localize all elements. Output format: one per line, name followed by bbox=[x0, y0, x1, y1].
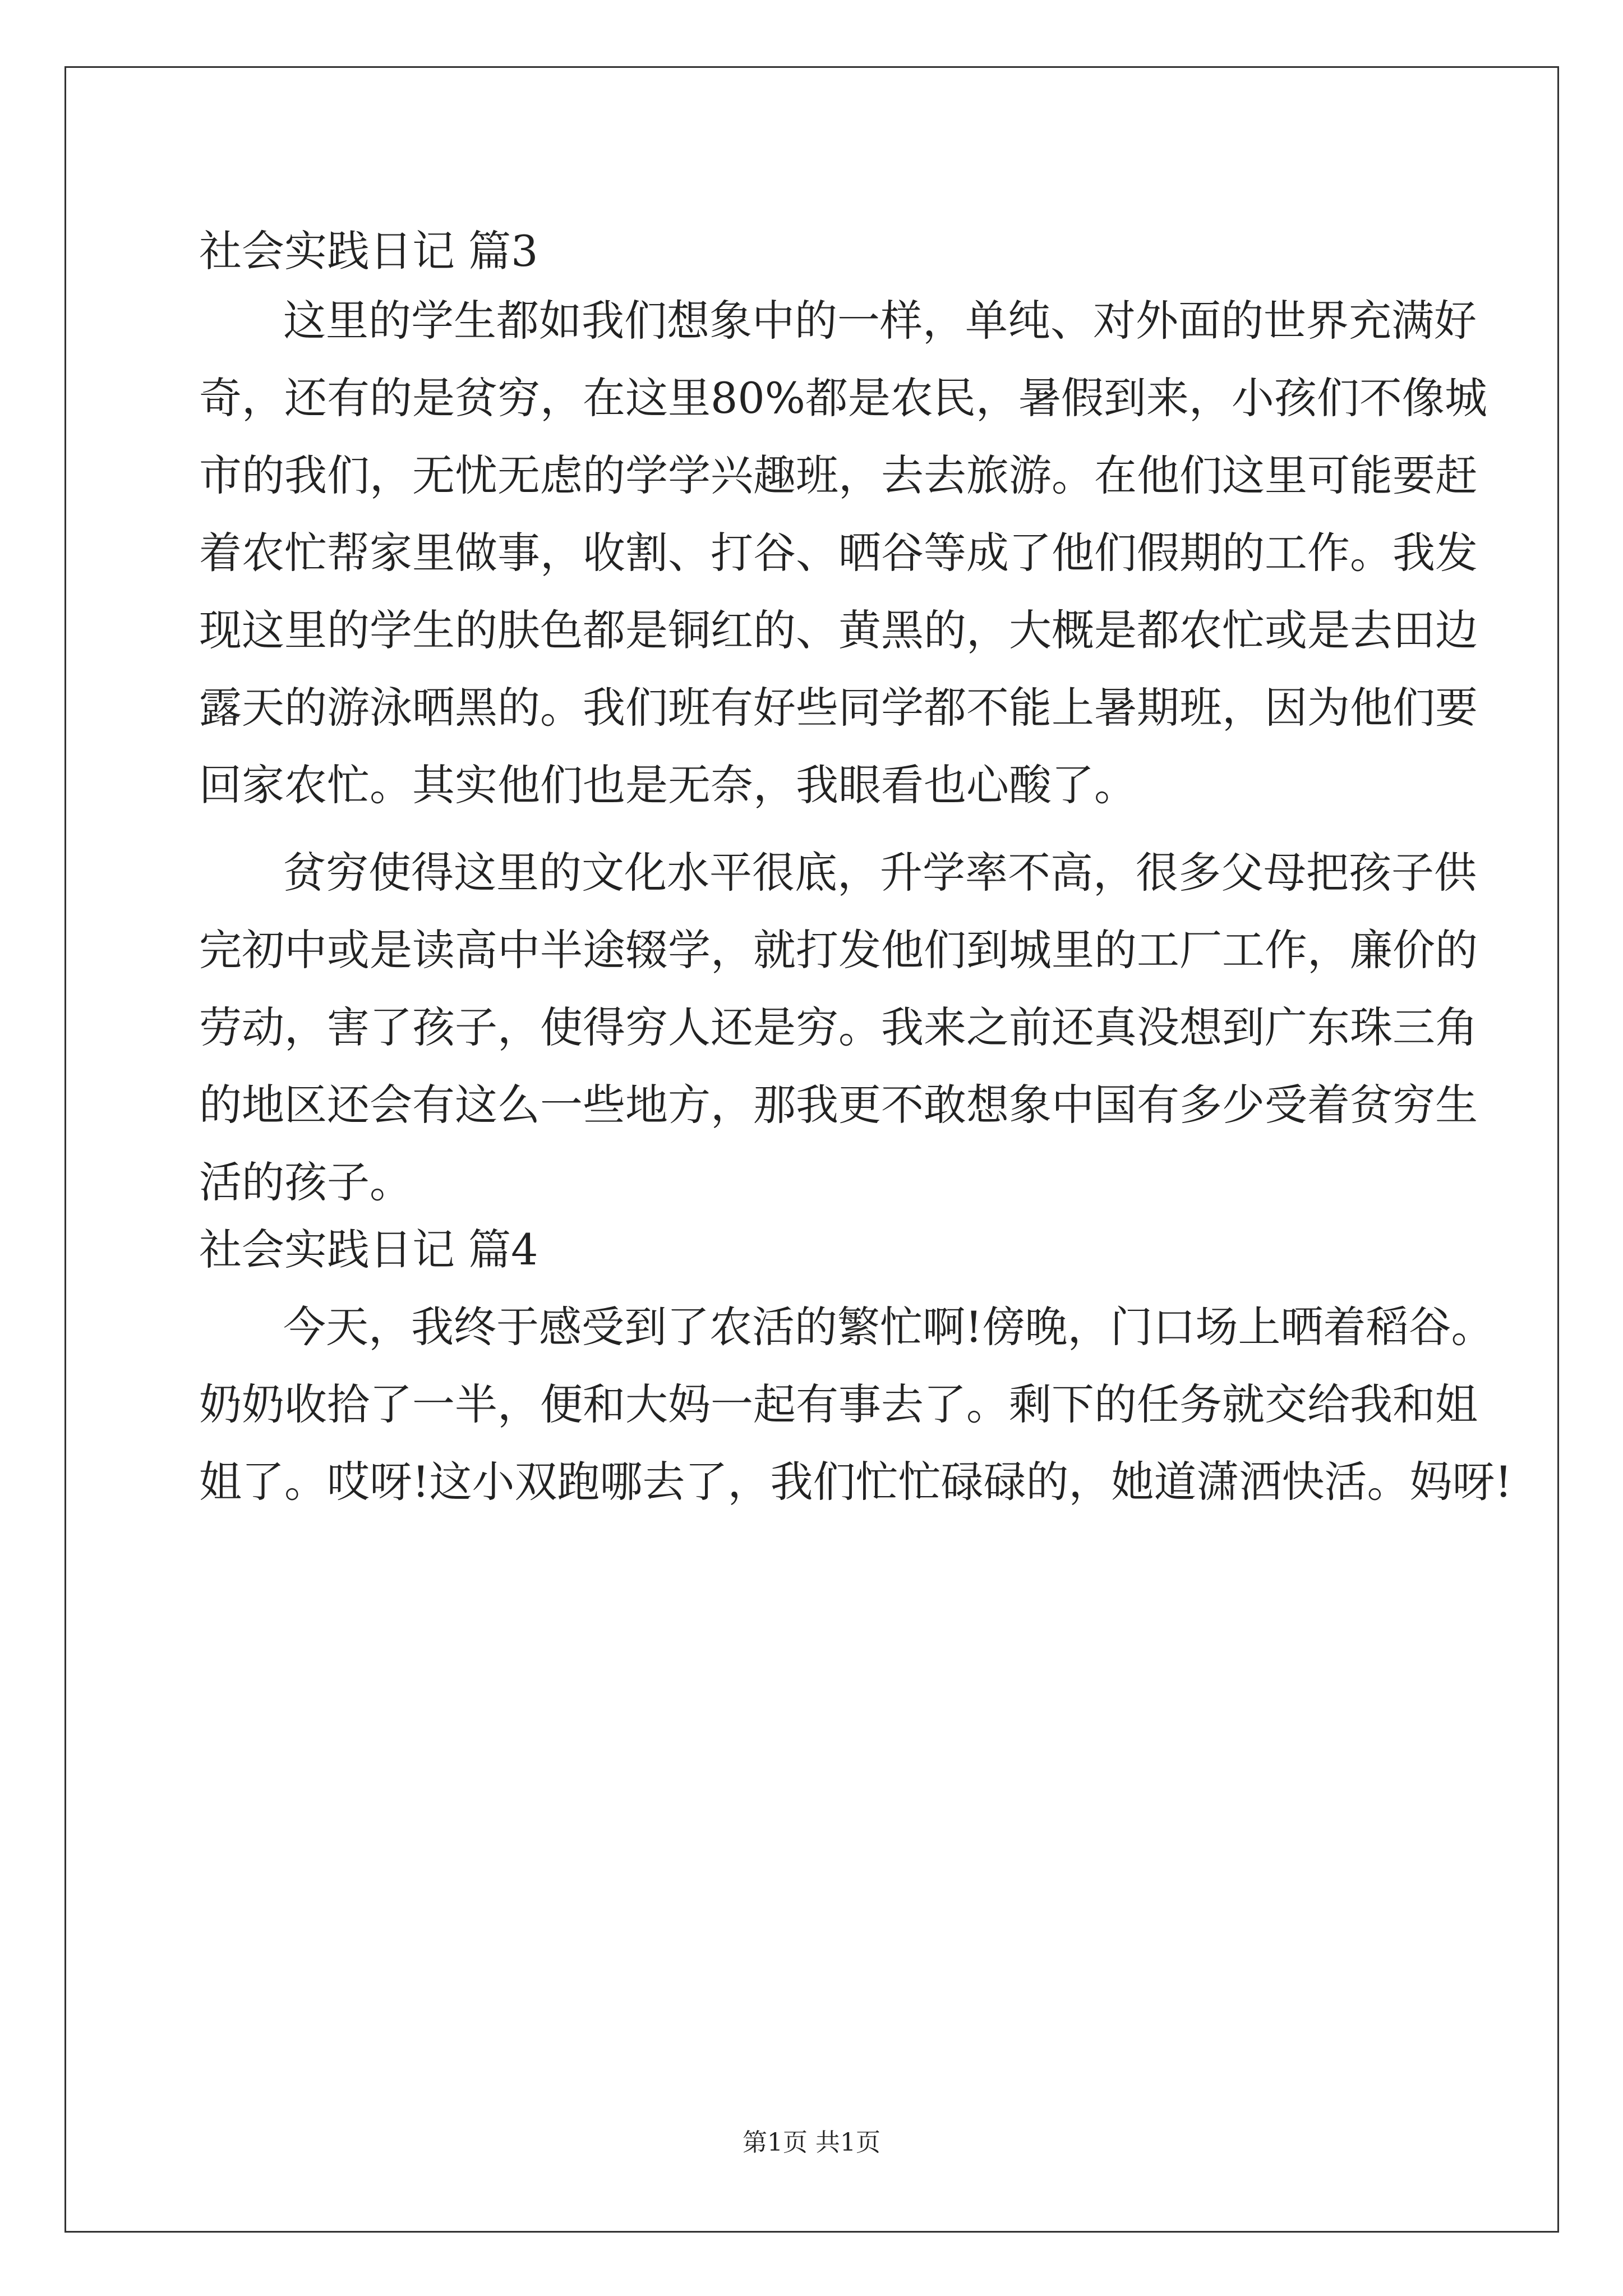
paragraph-line: 的地区还会有这么一些地方，那我更不敢想象中国有多少受着贫穷生 bbox=[199, 1080, 1478, 1130]
page-footer: 第1页 共1页 bbox=[743, 2128, 880, 2157]
paragraph-line: 奇，还有的是贫穷，在这里80%都是农民，暑假到来，小孩们不像城 bbox=[199, 373, 1487, 423]
paragraph-line: 贫穷使得这里的文化水平很底，升学率不高，很多父母把孩子供 bbox=[283, 848, 1477, 898]
paragraph-line: 姐了。哎呀!这小双跑哪去了，我们忙忙碌碌的，她道潇洒快活。妈呀! bbox=[199, 1457, 1513, 1507]
paragraph-line: 完初中或是读高中半途辍学，就打发他们到城里的工厂工作，廉价的 bbox=[199, 925, 1478, 975]
paragraph-line: 露天的游泳晒黑的。我们班有好些同学都不能上暑期班，因为他们要 bbox=[199, 683, 1478, 733]
paragraph-line: 现这里的学生的肤色都是铜红的、黄黑的，大概是都农忙或是去田边 bbox=[199, 605, 1478, 655]
paragraph-line: 活的孩子。 bbox=[199, 1157, 412, 1207]
paragraph-line: 奶奶收拾了一半，便和大妈一起有事去了。剩下的任务就交给我和姐 bbox=[199, 1379, 1478, 1429]
paragraph-line: 市的我们，无忧无虑的学学兴趣班，去去旅游。在他们这里可能要赶 bbox=[199, 450, 1478, 500]
section-heading-1: 社会实践日记 篇3 bbox=[199, 226, 538, 276]
paragraph-line: 着农忙帮家里做事，收割、打谷、晒谷等成了他们假期的工作。我发 bbox=[199, 528, 1478, 578]
paragraph-line: 这里的学生都如我们想象中的一样，单纯、对外面的世界充满好 bbox=[283, 296, 1477, 346]
paragraph-line: 回家农忙。其实他们也是无奈，我眼看也心酸了。 bbox=[199, 760, 1137, 810]
section-heading-2: 社会实践日记 篇4 bbox=[199, 1225, 538, 1274]
paragraph-line: 今天，我终于感受到了农活的繁忙啊!傍晚，门口场上晒着稻谷。 bbox=[283, 1302, 1494, 1352]
paragraph-line: 劳动，害了孩子，使得穷人还是穷。我来之前还真没想到广东珠三角 bbox=[199, 1002, 1478, 1052]
